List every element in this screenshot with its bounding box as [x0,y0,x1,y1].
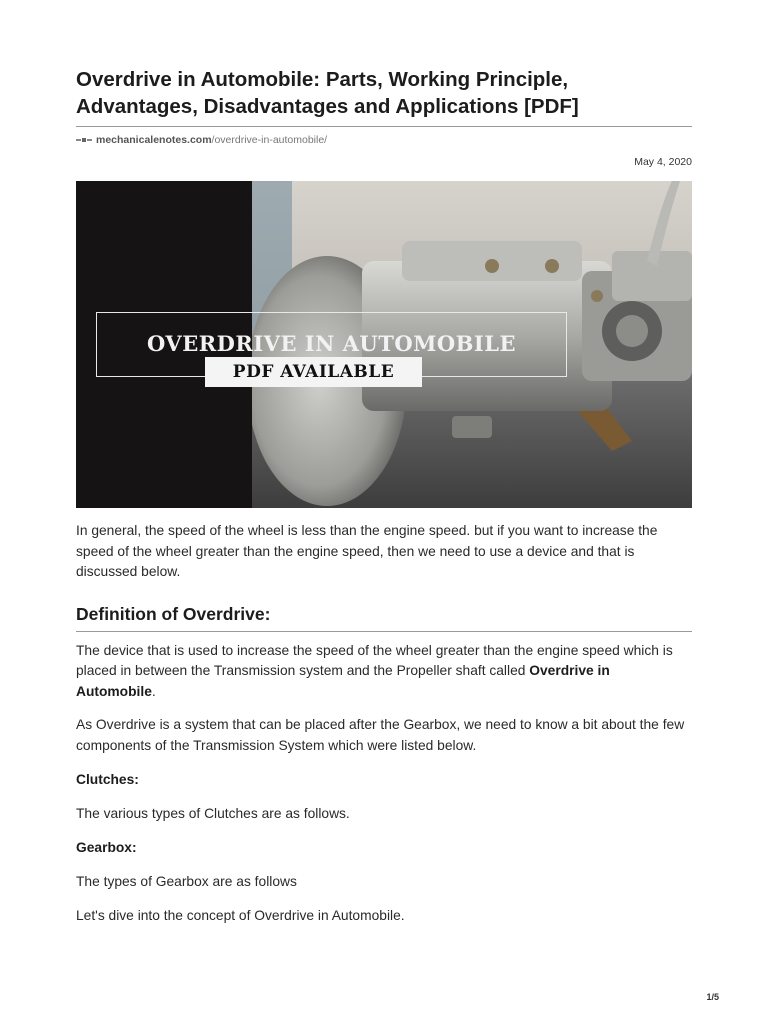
clutches-heading: Clutches: [76,772,139,787]
document-page [76,66,692,927]
article-title: Overdrive in Automobile: Parts, Working Principle, Advantages, Disadvantages and Applications [PDF] [76,66,692,127]
definition-bold-term: Overdrive in Automobile [76,663,610,699]
article-date: May 4, 2020 [634,156,692,168]
definition-paragraph [76,641,692,703]
hero-image [76,181,692,508]
intro-paragraph: In general, the speed of the wheel is less than the engine speed. but if you want to increase the speed of the wheel greater than the engine speed, then we need to use a device and that is discussed below. [76,523,658,579]
definition-text: The device that is used to increase the speed of the wheel greater than the engine speed which is placed in between the Transmission system and the Propeller shaft called [76,642,673,678]
clutches-paragraph: The various types of Clutches are as follows. [76,806,350,821]
gearbox-paragraph: The types of Gearbox are as follows [76,873,297,889]
source-url[interactable] [76,133,692,147]
definition-end: . [151,683,156,699]
source-path[interactable]: /overdrive-in-automobile/ [211,134,328,146]
definition-heading: Definition of Overdrive: [76,604,692,632]
components-paragraph: As Overdrive is a system that can be placed after the Gearbox, we need to know a bit about the few components of the Transmission System which were listed below. [76,717,685,753]
banner-badge: PDF AVAILABLE [205,357,422,387]
gearbox-heading: Gearbox: [76,839,137,855]
page-number: 1/5 [706,992,719,1002]
banner-title: OVERDRIVE IN AUTOMOBILE [146,331,516,356]
site-logo-icon [76,136,92,144]
source-domain[interactable]: mechanicalenotes.com [96,134,212,146]
closing-paragraph: Let's dive into the concept of Overdrive in Automobile. [76,908,405,923]
